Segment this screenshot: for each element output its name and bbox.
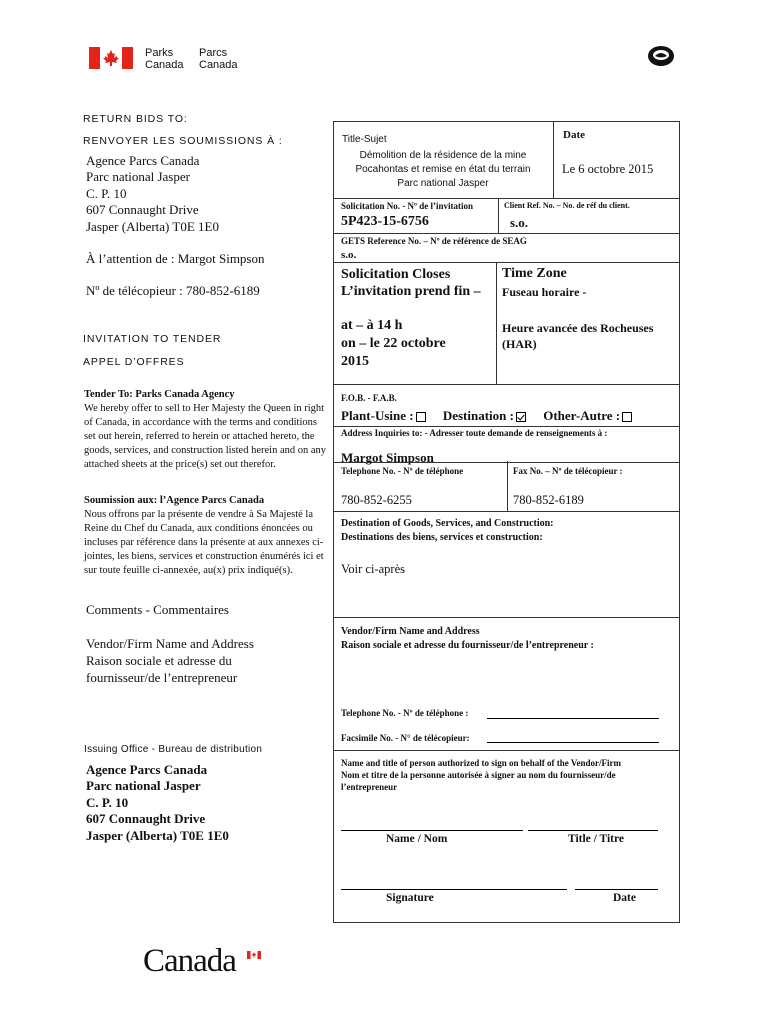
client-ref-value: s.o. [510,215,529,230]
name-label: Name / Nom [386,833,448,845]
date-field[interactable] [575,889,658,890]
vendor-firm-left: Vendor/Firm Name and Address Raison sociale et adresse du fournisseur/de l’entrepreneur [86,636,254,685]
title-value: Démolition de la résidence de la mine Pocahontas et remise en état du terrain Parc national Jasper [355,150,531,189]
date-value: Le 6 octobre 2015 [562,162,654,176]
signature-field[interactable] [341,889,567,890]
issuing-address: Agence Parcs Canada Parc national Jasper C. P. 10 607 Connaught Drive Jasper (Alberta) T0E 1E0 [86,762,229,843]
contact-name: Margot Simpson [341,450,434,465]
fax-label: Fax No. – Nº de télécopieur : [513,466,623,476]
client-ref-label: Client Ref. No. – No. de réf du client. [504,201,630,210]
gets-label: GETS Reference No. – Nº de référence de SEAG [341,236,527,246]
comments-label: Comments - Commentaires [86,602,229,617]
return-address: Agence Parcs Canada Parc national Jasper C. P. 10 607 Connaught Drive Jasper (Alberta) T0E 1E0 [86,153,219,234]
closes-label: Solicitation Closes L’invitation prend fin – [341,267,481,299]
fax-value: 780-852-6189 [513,493,584,507]
vendor-fax-label: Facsimile No. - N° de télécopieur: [341,733,470,743]
name-field[interactable] [341,830,523,831]
plant-checkbox[interactable] [416,412,426,422]
soumission-block: Soumission aux: l’Agence Parcs Canada Nous offrons par la présente de vendre à Sa Majesté la Reine du Chef du Canada, aux conditions énoncées ou incluses par référence dans la présente at aux annexes ci-jointes, les biens, services et construction énumérés ici et sur toute feuille ci-annexée, au(x) prix indiqué(s). [84,495,324,576]
parcs-fr-label: Parcs Canada [199,47,238,71]
closes-value: at – à 14 h on – le 22 octobre 2015 [341,318,446,369]
return-bids-en: RETURN BIDS TO: [83,113,188,125]
destination-label: Destination of Goods, Services, and Construction: Destinations des biens, services et construction: [341,518,554,543]
wordmark-flag-icon [247,946,261,954]
itt-en: INVITATION TO TENDER [83,333,222,345]
fax-line: Nº de télécopieur : 780-852-6189 [86,283,260,298]
tel-value: 780-852-6255 [341,493,412,507]
title-label-sig: Title / Titre [568,833,625,845]
canada-wordmark: Canada [143,943,236,979]
canada-flag-logo [89,47,133,69]
sign-label: Name and title of person authorized to sign on behalf of the Vendor/Firm Nom et titre de la personne autorisée à signer au nom du fournisseur/de l’entrepreneur [341,758,621,792]
fob-label: F.O.B. - F.A.B. [341,393,397,403]
timezone-value: Heure avancée des Rocheuses (HAR) [502,321,654,351]
date-label: Date [563,129,585,141]
tel-label: Telephone No. - Nº de téléphone [341,466,464,476]
destination-checkbox[interactable] [516,412,526,422]
solicitation-label: Solicitation No. - Nº de l’invitation [341,201,473,211]
parks-en-label: Parks Canada [145,47,184,71]
destination-value: Voir ci-après [341,562,405,576]
title-field[interactable] [528,830,658,831]
vendor-tel-label: Telephone No. - Nº de téléphone : [341,708,469,718]
vendor-fax-field[interactable] [487,742,659,743]
vendor-label: Vendor/Firm Name and Address Raison sociale et adresse du fournisseur/de l’entrepreneur : [341,626,594,651]
timezone-label-fr: Fuseau horaire - [502,285,587,299]
inquiries-label: Address Inquiries to: - Adresser toute demande de renseignements à : [341,428,608,438]
date-sig-label: Date [613,892,636,904]
return-bids-fr: RENVOYER LES SOUMISSIONS À : [83,135,283,147]
beaver-emblem-icon [646,44,676,68]
vendor-tel-field[interactable] [487,718,659,719]
tender-to-block: Tender To: Parks Canada Agency We hereby offer to sell to Her Majesty the Queen in right of Canada, in accordance with the terms and conditions set out herein, referred to herein or attached hereto, the goods, services, and construction listed herein and on any attached sheets at the price(s) set out therefor. [84,389,327,470]
gets-value: s.o. [341,249,357,261]
other-checkbox[interactable] [622,412,632,422]
fob-options: Plant-Usine : Destination : Other-Autre : [341,408,632,424]
issuing-office-label: Issuing Office - Bureau de distribution [84,744,263,755]
solicitation-value: 5P423-15-6756 [341,214,429,229]
title-label: Title-Sujet [342,134,387,145]
timezone-label: Time Zone [502,266,567,281]
attention-line: À l’attention de : Margot Simpson [86,251,265,266]
signature-label: Signature [386,892,434,904]
itt-fr: APPEL D’OFFRES [83,356,185,368]
